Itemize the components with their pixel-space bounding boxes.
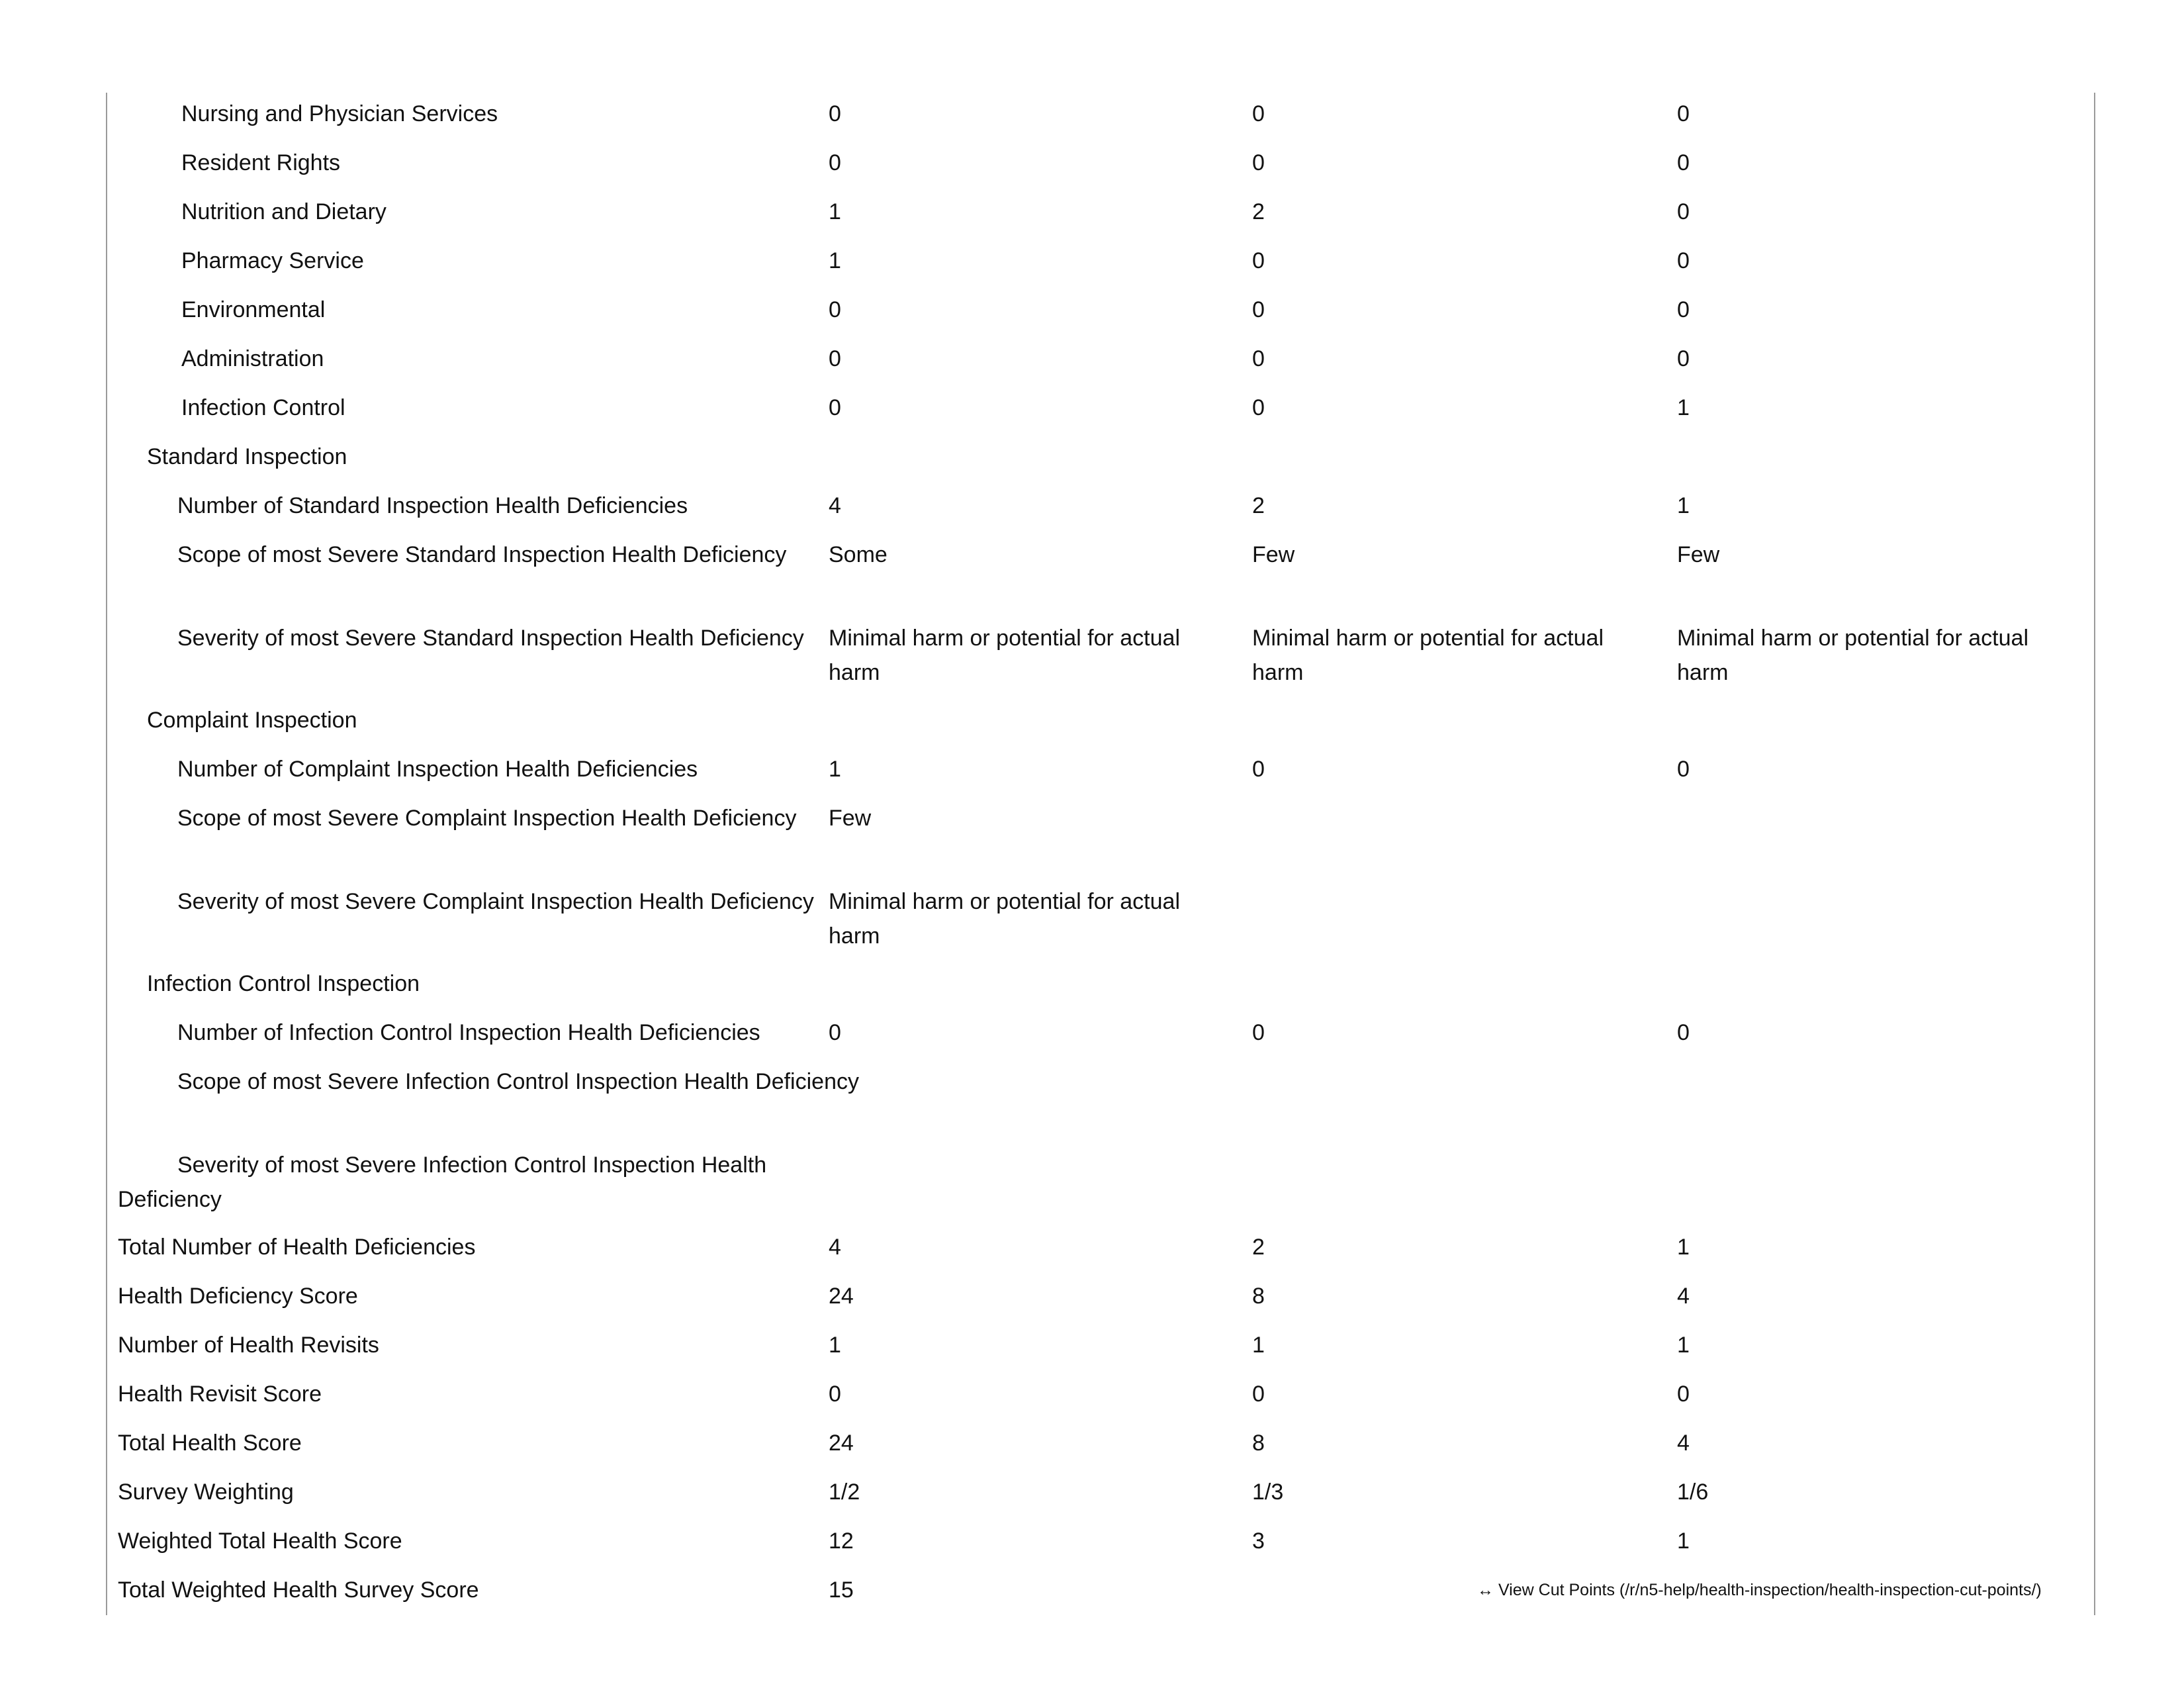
cycle-2-value: 0 [1252,150,1265,175]
cycle-1-value: 0 [829,1382,841,1407]
cycle-1-value: 1 [829,757,841,782]
row-label: Health Revisit Score [118,1382,322,1407]
row-label: Health Deficiency Score [118,1284,358,1309]
left-right-arrow-icon: ↔ [1477,1581,1494,1599]
cycle-1-value: Some [829,542,887,567]
cycle-1-value: Few [829,806,872,831]
row-label: Severity of most Severe Complaint Inspection Health Deficiency [177,889,814,914]
row-label: Number of Complaint Inspection Health Deficiencies [177,757,698,782]
cycle-1-value: 1 [829,248,841,273]
row-label: Number of Standard Inspection Health Deficiencies [177,493,688,518]
cycle-1-value: 0 [829,346,841,371]
cycle-3-value: 0 [1677,1020,1690,1045]
cycle-3-value: 0 [1677,101,1690,126]
cycle-1-value: 4 [829,1235,841,1260]
row-label: Number of Health Revisits [118,1333,379,1358]
cycle-3-value: Minimal harm or potential for actual harm [1677,626,2029,685]
cycle-2-value: 8 [1252,1284,1265,1309]
cycle-2-value: 0 [1252,1020,1265,1045]
row-label: Environmental [181,297,326,322]
row-label: Scope of most Severe Infection Control Inspection Health Deficiency [177,1069,859,1094]
section-header: Infection Control Inspection [147,971,420,996]
cycle-2-value: 0 [1252,346,1265,371]
cycle-3-value: 0 [1677,199,1690,224]
view-cut-points-link[interactable] [1477,1573,2086,1607]
cycle-2-value: 0 [1252,395,1265,420]
cycle-1-value: 0 [829,395,841,420]
cycle-1-value: Minimal harm or potential for actual harm [829,889,1181,949]
cycle-2-value: 0 [1252,248,1265,273]
cycle-3-value: 4 [1677,1284,1690,1309]
cycle-3-value: 0 [1677,150,1690,175]
cycle-2-value: 0 [1252,297,1265,322]
row-label: Scope of most Severe Standard Inspection Health Deficiency [177,542,787,567]
section-header: Standard Inspection [147,444,347,469]
cycle-2-value: 2 [1252,199,1265,224]
cycle-2-value: 8 [1252,1430,1265,1456]
cycle-1-value: 12 [829,1528,854,1554]
cycle-3-value: 1 [1677,1333,1690,1358]
row-label: Total Number of Health Deficiencies [118,1235,476,1260]
cycle-2-value: 0 [1252,757,1265,782]
row-label: Total Weighted Health Survey Score [118,1577,479,1603]
view-cut-points-label: View Cut Points (/r/n5-help/health-inspection/health-inspection-cut-points/) [1498,1581,2042,1599]
cycle-1-value: 0 [829,101,841,126]
cycle-3-value: Few [1677,542,1720,567]
cycle-3-value: 0 [1677,297,1690,322]
cycle-2-value: Minimal harm or potential for actual harm [1252,626,1604,685]
cycle-1-value: 4 [829,493,841,518]
cycle-1-value: 0 [829,1020,841,1045]
cycle-2-value: 2 [1252,1235,1265,1260]
row-label: Number of Infection Control Inspection Health Deficiencies [177,1020,760,1045]
cycle-1-value: 0 [829,297,841,322]
cycle-2-value: 1/3 [1252,1479,1284,1505]
cycle-3-value: 1 [1677,493,1690,518]
cycle-3-value: 4 [1677,1430,1690,1456]
cycle-2-value: 0 [1252,101,1265,126]
cycle-2-value: Few [1252,542,1295,567]
row-label: Nutrition and Dietary [181,199,387,224]
cycle-3-value: 0 [1677,757,1690,782]
cycle-2-value: 3 [1252,1528,1265,1554]
cycle-2-value: 0 [1252,1382,1265,1407]
cycle-1-value: 0 [829,150,841,175]
cycle-3-value: 1 [1677,1528,1690,1554]
cycle-1-value: Minimal harm or potential for actual harm [829,626,1181,685]
row-label: Scope of most Severe Complaint Inspection Health Deficiency [177,806,797,831]
cycle-1-value: 1/2 [829,1479,860,1505]
cycle-1-value: 15 [829,1577,854,1603]
row-label: Pharmacy Service [181,248,364,273]
row-label: Severity of most Severe Standard Inspection Health Deficiency [177,626,804,651]
section-header: Complaint Inspection [147,708,357,733]
cycle-3-value: 1 [1677,1235,1690,1260]
cycle-2-value: 2 [1252,493,1265,518]
cycle-3-value: 0 [1677,346,1690,371]
row-label: Administration [181,346,324,371]
cycle-1-value: 24 [829,1430,854,1456]
cycle-1-value: 1 [829,199,841,224]
cycle-3-value: 0 [1677,248,1690,273]
row-label: Total Health Score [118,1430,302,1456]
cycle-3-value: 0 [1677,1382,1690,1407]
row-label: Nursing and Physician Services [181,101,498,126]
cycle-1-value: 1 [829,1333,841,1358]
health-inspection-table [106,93,2095,1615]
row-label: Severity of most Severe Infection Control Inspection Health Deficiency [118,1152,767,1212]
cycle-3-value: 1/6 [1677,1479,1709,1505]
row-label: Weighted Total Health Score [118,1528,402,1554]
cycle-1-value: 24 [829,1284,854,1309]
row-label: Survey Weighting [118,1479,294,1505]
cycle-3-value: 1 [1677,395,1690,420]
row-label: Resident Rights [181,150,341,175]
row-label: Infection Control [181,395,345,420]
cycle-2-value: 1 [1252,1333,1265,1358]
